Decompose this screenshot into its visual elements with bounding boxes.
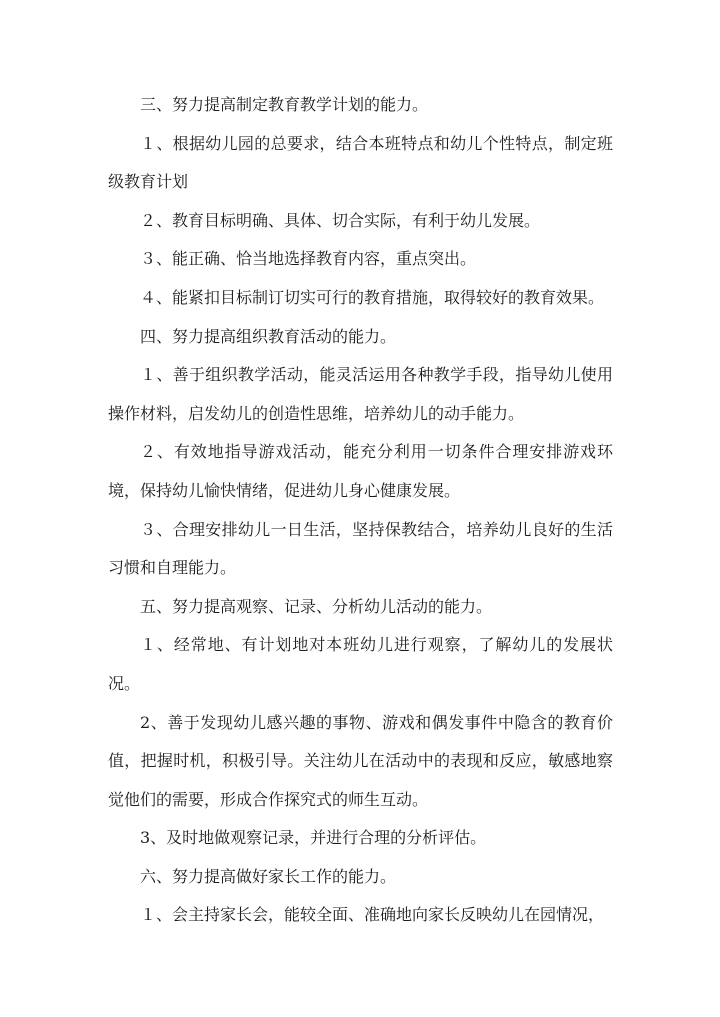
list-item: １、善于组织教学活动，能灵活运用各种教学手段，指导幼儿使用操作材料，启发幼儿的创造性思维，培养幼儿的动手能力。 bbox=[108, 365, 613, 423]
list-item: １、根据幼儿园的总要求，结合本班特点和幼儿个性特点，制定班级教育计划 bbox=[108, 133, 613, 192]
list-item: 2、善于发现幼儿感兴趣的事物、游戏和偶发事件中隐含的教育价值，把握时机，积极引导。关注幼儿在活动中的表现和反应，敏感地察觉他们的需要，形成合作探究式的师生互动。 bbox=[108, 712, 613, 809]
list-item: ２、教育目标明确、具体、切合实际，有利于幼儿发展。 bbox=[140, 210, 541, 230]
list-item: １、会主持家长会，能较全面、准确地向家长反映幼儿在园情况， bbox=[140, 905, 605, 925]
section-heading-5: 五、努力提高观察、记录、分析幼儿活动的能力。 bbox=[140, 596, 493, 616]
section-heading-3: 三、努力提高制定教育教学计划的能力。 bbox=[140, 95, 429, 114]
list-item: １、经常地、有计划地对本班幼儿进行观察，了解幼儿的发展状况。 bbox=[108, 635, 613, 693]
list-item: ４、能紧扣目标制订切实可行的教育措施，取得较好的教育效果。 bbox=[140, 287, 605, 307]
list-item: 3、及时地做观察记录，并进行合理的分析评估。 bbox=[140, 828, 487, 848]
list-item: ３、能正确、恰当地选择教育内容，重点突出。 bbox=[140, 249, 477, 269]
list-item: ３、合理安排幼儿一日生活，坚持保教结合，培养幼儿良好的生活习惯和自理能力。 bbox=[108, 519, 613, 578]
section-heading-4: 四、努力提高组织教育活动的能力。 bbox=[140, 326, 397, 346]
document-body bbox=[108, 86, 613, 935]
section-heading-6: 六、努力提高做好家长工作的能力。 bbox=[140, 866, 397, 886]
list-item: ２、有效地指导游戏活动，能充分利用一切条件合理安排游戏环境，保持幼儿愉快情绪，促进幼儿身心健康发展。 bbox=[108, 442, 613, 500]
